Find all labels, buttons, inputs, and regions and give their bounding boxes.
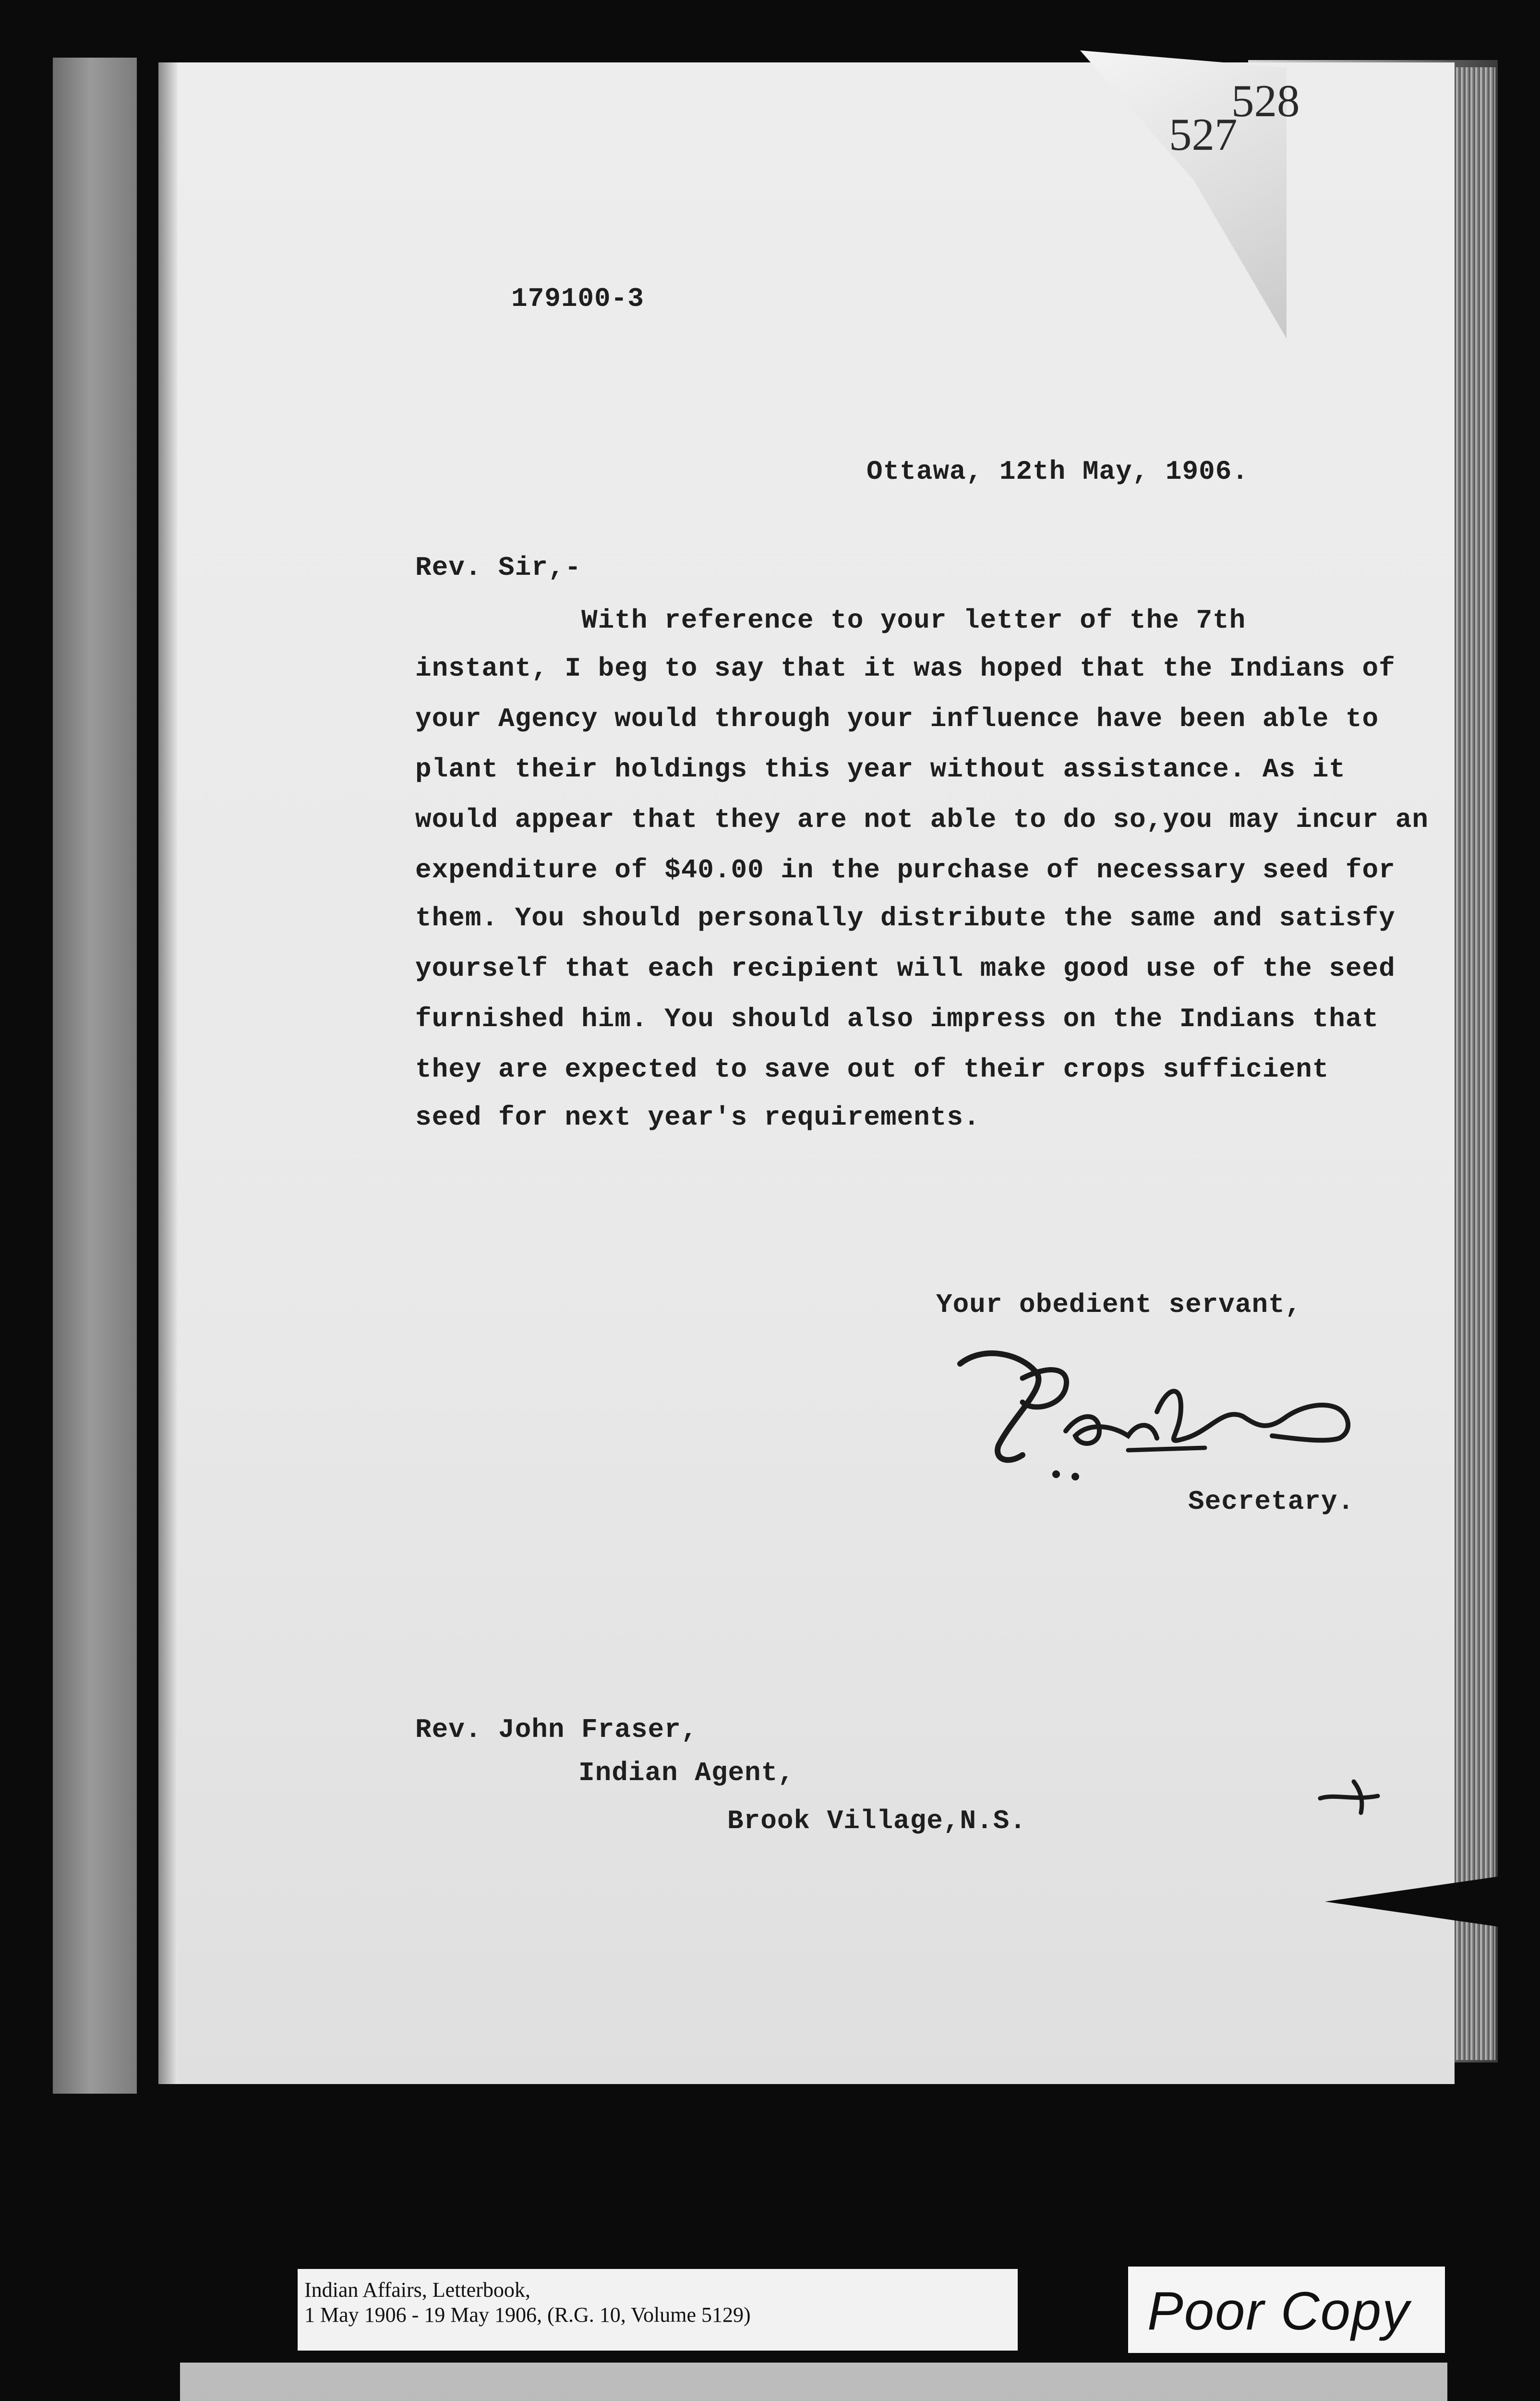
body-line: yourself that each recipient will make good use of the seed	[415, 953, 1396, 984]
body-line: them. You should personally distribute the same and satisfy	[415, 903, 1396, 934]
folio-number: 527	[1169, 109, 1238, 160]
reference-label	[298, 2269, 1018, 2351]
reference-label-line: Indian Affairs, Letterbook,	[304, 2278, 530, 2302]
closing: Your obedient servant,	[936, 1289, 1302, 1320]
file-reference: 179100-3	[511, 283, 644, 314]
signatory-title: Secretary.	[1188, 1486, 1355, 1517]
body-line: your Agency would through your influence have been able to	[415, 703, 1379, 734]
body-line: instant, I beg to say that it was hoped that the Indians of	[415, 653, 1396, 684]
body-line: seed for next year's requirements.	[415, 1102, 980, 1133]
body-line: furnished him. You should also impress on the Indians that	[415, 1004, 1379, 1034]
body-line: they are expected to save out of their crops sufficient	[415, 1054, 1329, 1085]
body-line: would appear that they are not able to do so,you may incur an	[415, 804, 1429, 835]
handwritten-signature	[955, 1335, 1378, 1493]
left-page-strip	[53, 58, 137, 2094]
folio-number-top: 528	[1231, 75, 1300, 126]
salutation: Rev. Sir,-	[415, 552, 582, 583]
body-line: With reference to your letter of the 7th	[415, 605, 1246, 636]
dateline: Ottawa, 12th May, 1906.	[866, 456, 1249, 487]
address-line: Rev. John Fraser,	[415, 1714, 698, 1745]
page-shadow	[158, 62, 178, 2084]
address-line: Indian Agent,	[578, 1758, 794, 1788]
reference-label-line: 1 May 1906 - 19 May 1906, (R.G. 10, Volume 5129)	[304, 2303, 751, 2327]
address-line: Brook Village,N.S.	[727, 1806, 1026, 1836]
body-line: expenditure of $40.00 in the purchase of necessary seed for	[415, 855, 1396, 885]
check-mark-icon	[1315, 1772, 1383, 1815]
body-line: plant their holdings this year without assistance. As it	[415, 754, 1346, 785]
archive-stamp	[180, 2363, 1447, 2401]
poor-copy-label: Poor Copy	[1128, 2267, 1445, 2353]
